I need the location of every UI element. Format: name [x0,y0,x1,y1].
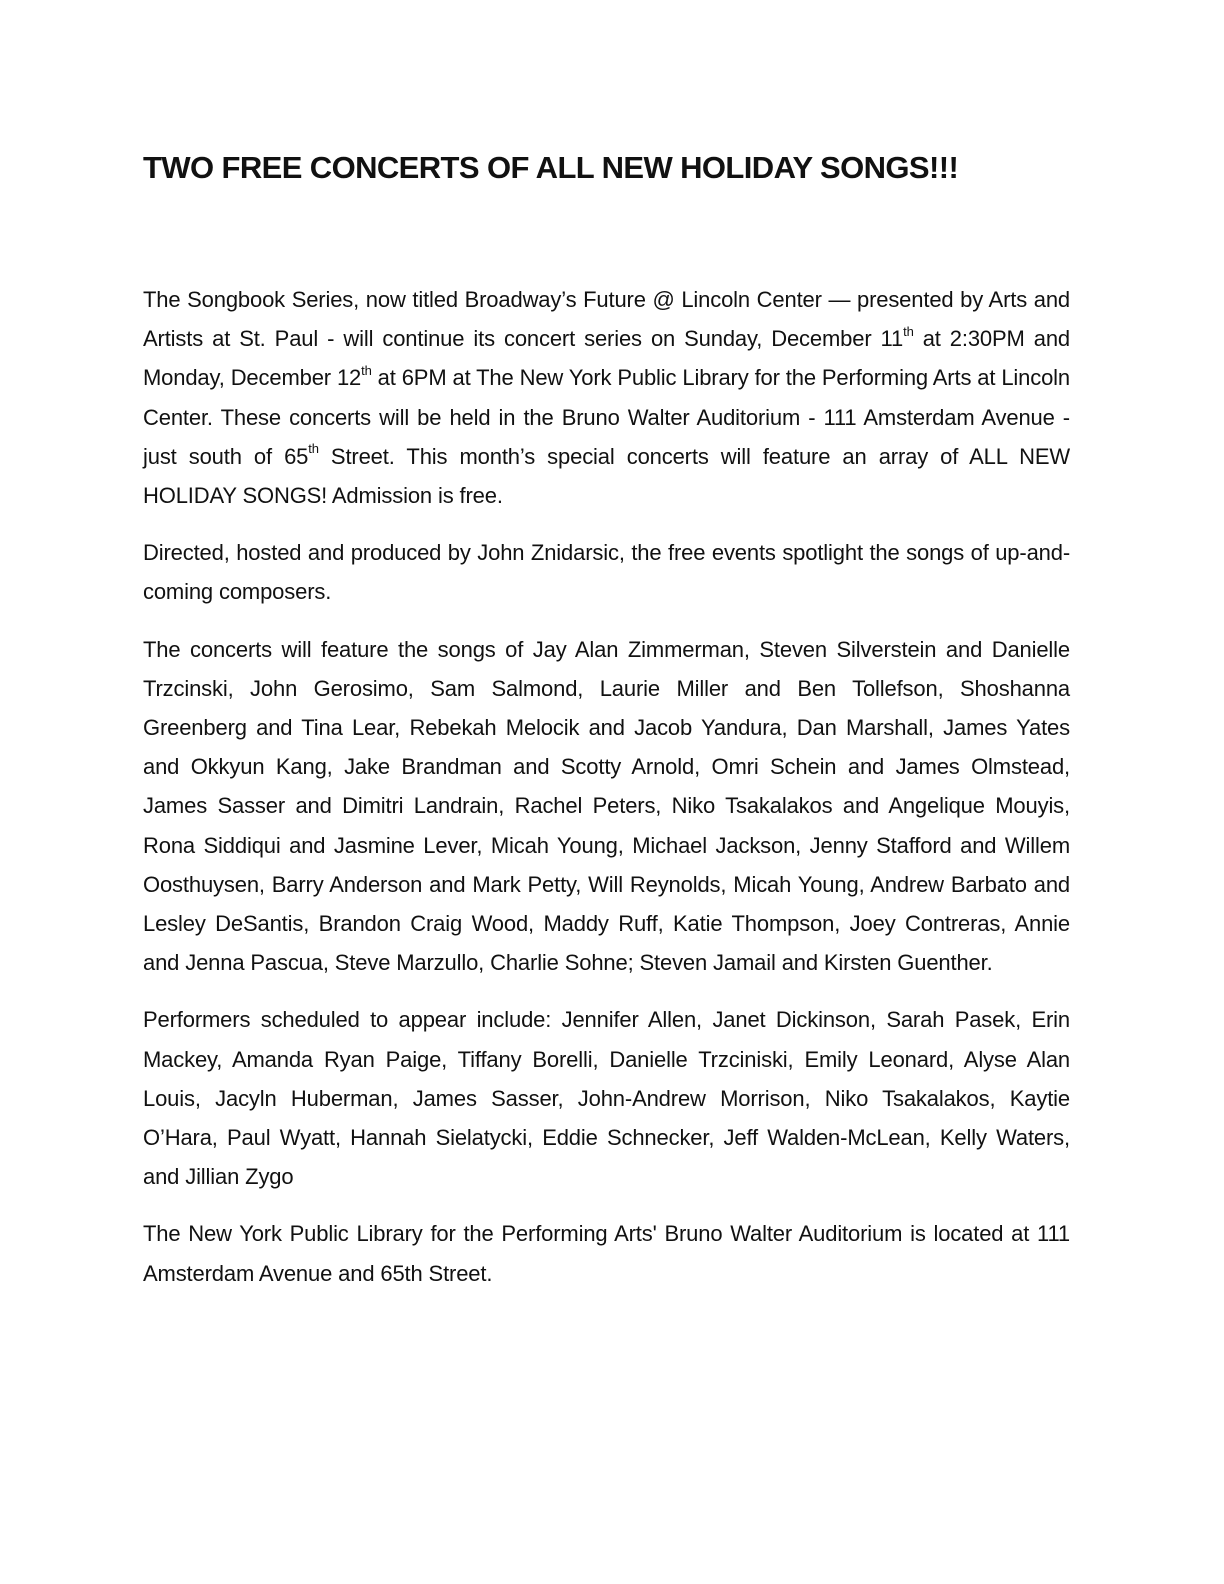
ordinal-suffix: th [308,441,319,457]
composers-paragraph: The concerts will feature the songs of Jay Alan Zimmerman, Steven Silverstein and Danielle Trzcinski, John Gerosimo, Sam Salmond, Laurie Miller and Ben Tollefson, Shoshanna Greenberg and Tina Lear, Rebekah Melocik and Jacob Yandura, Dan Marshall, James Yates and Okkyun Kang, Jake Brandman and Scotty Arnold, Omri Schein and James Olmstead, James Sasser and Dimitri Landrain, Rachel Peters, Niko Tsakalakos and Angelique Mouyis, Rona Siddiqui and Jasmine Lever, Micah Young, Michael Jackson, Jenny Stafford and Willem Oosthuysen, Barry Anderson and Mark Petty, Will Reynolds, Micah Young, Andrew Barbato and Lesley DeSantis, Brandon Craig Wood, Maddy Ruff, Katie Thompson, Joey Contreras, Annie and Jenna Pascua, Steve Marzullo, Charlie Sohne; Steven Jamail and Kirsten Guenther. [143,636,1070,976]
intro-text-part3: at 6PM at The New York Public Library for the Performing Arts at Lincoln Center. These concerts will be held in the Bruno Walter Auditorium - 111 Amsterdam Avenue - just south of 65 [143,365,1070,469]
intro-text-part4: Street. This month’s special concerts will feature an array of ALL NEW HOLIDAY SONGS! Admission is free. [143,443,1070,509]
intro-paragraph [143,280,1070,515]
document-title: TWO FREE CONCERTS OF ALL NEW HOLIDAY SONGS!!! [143,150,959,185]
intro-text-part2: at 2:30PM and Monday, December 12 [143,326,1071,391]
document-body [143,280,1070,1293]
director-paragraph: Directed, hosted and produced by John Znidarsic, the free events spotlight the songs of up-and-coming composers. [143,540,1070,605]
document-page [143,148,1070,1311]
ordinal-suffix: th [903,323,914,339]
location-paragraph: The New York Public Library for the Performing Arts' Bruno Walter Auditorium is located at 111 Amsterdam Avenue and 65th Street. [143,1221,1070,1286]
ordinal-suffix: th [361,363,372,379]
performers-paragraph: Performers scheduled to appear include: Jennifer Allen, Janet Dickinson, Sarah Pasek, Erin Mackey, Amanda Ryan Paige, Tiffany Borelli, Danielle Trzciniski, Emily Leonard, Alyse Alan Louis, Jacyln Huberman, James Sasser, John-Andrew Morrison, Niko Tsakalakos, Kaytie O’Hara, Paul Wyatt, Hannah Sielatycki, Eddie Schnecker, Jeff Walden-McLean, Kelly Waters, and Jillian Zygo [143,1007,1070,1190]
intro-text-part1: The Songbook Series, now titled Broadway’s Future @ Lincoln Center — presented by Arts and Artists at St. Paul - will continue its concert series on Sunday, December 11 [143,287,1070,352]
